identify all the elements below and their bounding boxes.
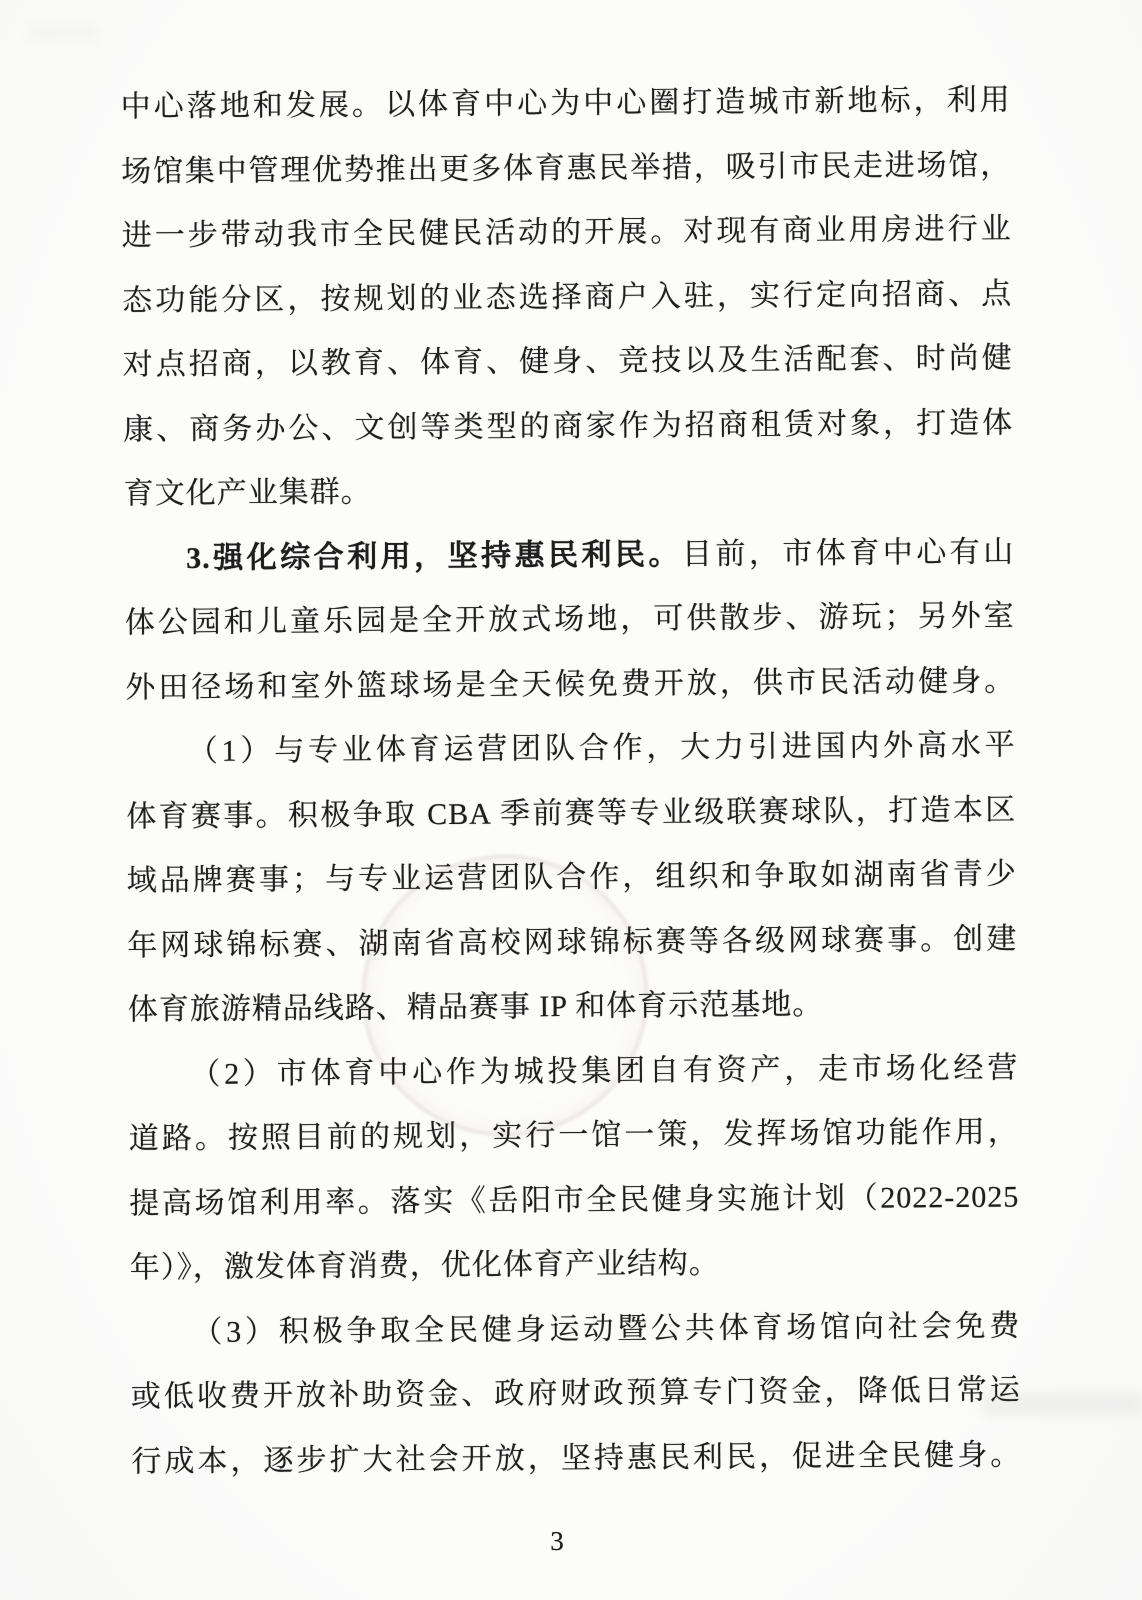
document-body — [120, 69, 1021, 1495]
text-line: 对点招商，以教育、体育、健身、竞技以及生活配套、时尚健 — [122, 341, 1013, 382]
text-line: （3）积极争取全民健身运动暨公共体育场馆向社会免费 — [192, 1308, 1021, 1349]
scan-smudge — [30, 26, 100, 40]
text-line: （1）与专业体育运营团队合作，大力引进国内外高水平 — [187, 728, 1016, 769]
text-line: 3.强化综合利用，坚持惠民利民。目前，市体育中心有山 — [186, 535, 1015, 575]
text-line: 育文化产业集群。 — [123, 475, 372, 511]
text-line: 外田径场和室外篮球场是全天候免费开放，供市民活动健身。 — [125, 664, 1016, 704]
text-line: 体育赛事。积极争取 CBA 季前赛等专业级联赛球队，打造本区 — [126, 793, 1017, 833]
text-line: 提高场馆利用率。落实《岳阳市全民健身实施计划（2022-2025 — [129, 1179, 1020, 1220]
text-line: 进一步带动我市全民健民活动的开展。对现有商业用房进行业 — [121, 212, 1012, 253]
text-line: 行成本，逐步扩大社会开放，坚持惠民利民，促进全民健身。 — [131, 1437, 1022, 1478]
text-line: 道路。按照目前的规划，实行一馆一策，发挥场馆功能作用， — [128, 1115, 1019, 1156]
text-line: 年网球锦标赛、湖南省高校网球锦标赛等各级网球赛事。创建 — [127, 922, 1018, 962]
bold-heading-text: 3.强化综合利用，坚持惠民利民。 — [186, 537, 683, 575]
text-line: 中心落地和发展。以体育中心为中心圈打造城市新地标，利用 — [120, 83, 1011, 124]
text-line: 或低收费开放补助资金、政府财政预算专门资金，降低日常运 — [130, 1373, 1021, 1414]
text-line: 场馆集中管理优势推出更多体育惠民举措，吸引市民走进场馆， — [121, 148, 1012, 189]
text-line: 年）》，激发体育消费，优化体育产业结构。 — [129, 1246, 720, 1285]
text-line: 体育旅游精品线路、精品赛事 IP 和体育示范基地。 — [127, 988, 824, 1027]
text-line: （2）市体育中心作为城投集团自有资产，走市场化经营 — [190, 1050, 1019, 1091]
text-line: 态功能分区，按规划的业态选择商户入驻，实行定向招商、点 — [122, 277, 1013, 318]
text-line: 体公园和儿童乐园是全开放式场地，可供散步、游玩；另外室 — [124, 599, 1015, 640]
page-number: 3 — [550, 1526, 564, 1556]
text-line: 域品牌赛事；与专业运营团队合作，组织和争取如湖南省青少 — [126, 857, 1017, 898]
text-line: 康、商务办公、文创等类型的商家作为招商租赁对象，打造体 — [123, 406, 1014, 447]
